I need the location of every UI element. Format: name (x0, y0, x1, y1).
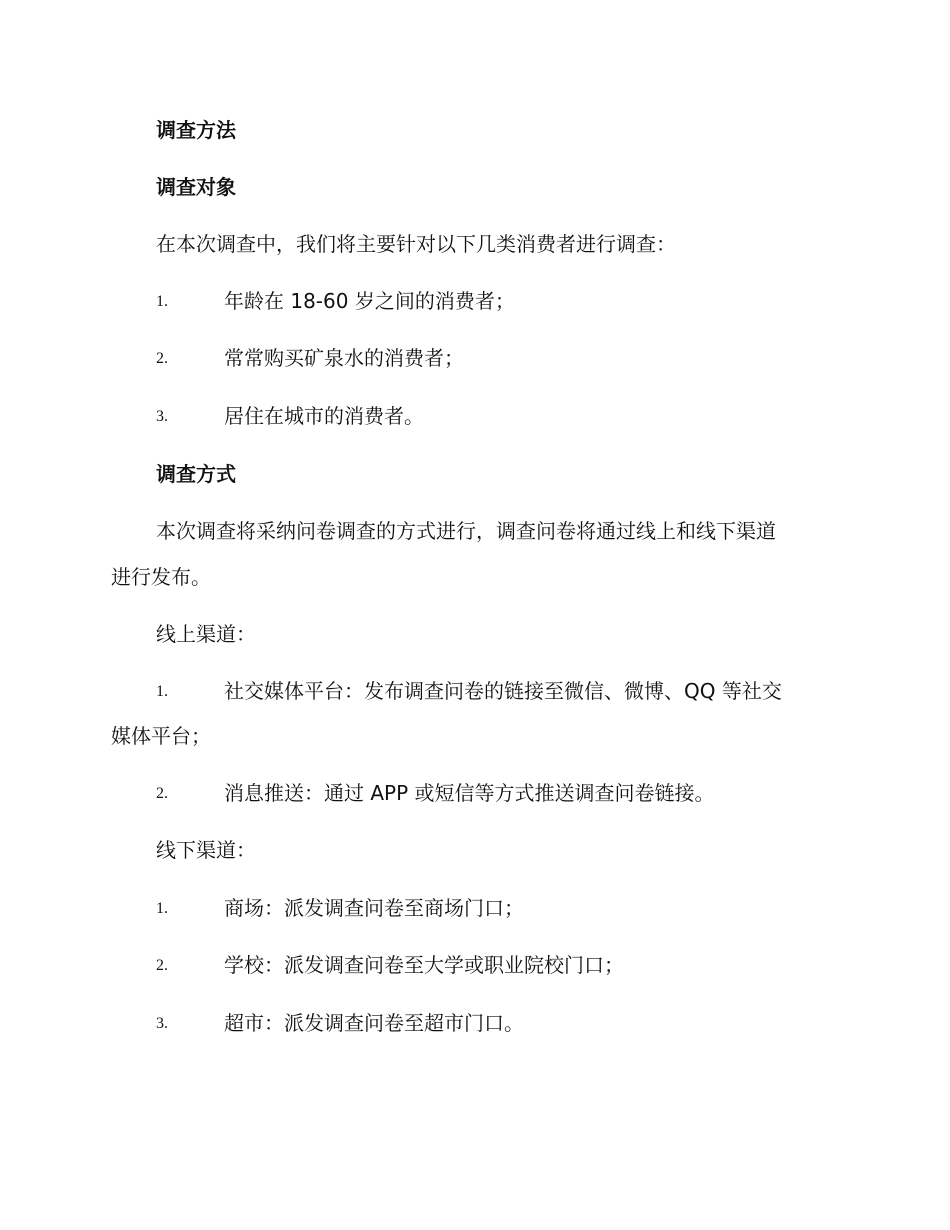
list-number: 1. (156, 683, 168, 700)
list-item: 居住在城市的消费者。 (224, 404, 424, 428)
list-item: 常常购买矿泉水的消费者； (224, 346, 464, 370)
list-item: 年龄在 18-60 岁之间的消费者； (224, 289, 515, 313)
list-number: 3. (156, 1015, 168, 1032)
mode-paragraph-line1: 本次调查将采纳问卷调查的方式进行，调查问卷将通过线上和线下渠道 (156, 519, 776, 543)
online-channels-label: 线上渠道： (156, 622, 256, 646)
list-item-continuation: 媒体平台； (111, 724, 211, 748)
list-item: 消息推送：通过 APP 或短信等方式推送调查问卷链接。 (224, 781, 715, 805)
list-item: 学校：派发调查问卷至大学或职业院校门口； (224, 953, 624, 977)
list-number: 1. (156, 293, 168, 310)
mode-paragraph-line2: 进行发布。 (111, 565, 211, 589)
list-number: 1. (156, 900, 168, 917)
section-title-mode: 调查方式 (156, 462, 236, 486)
list-item: 超市：派发调查问卷至超市门口。 (224, 1011, 524, 1035)
section-title-subject: 调查对象 (156, 175, 236, 199)
list-number: 2. (156, 785, 168, 802)
subject-intro: 在本次调查中，我们将主要针对以下几类消费者进行调查： (156, 232, 676, 256)
list-number: 3. (156, 408, 168, 425)
list-number: 2. (156, 350, 168, 367)
list-number: 2. (156, 957, 168, 974)
list-item: 商场：派发调查问卷至商场门口； (224, 896, 524, 920)
list-item: 社交媒体平台：发布调查问卷的链接至微信、微博、QQ 等社交 (224, 679, 782, 703)
section-title-method: 调查方法 (156, 118, 236, 142)
offline-channels-label: 线下渠道： (156, 838, 256, 862)
